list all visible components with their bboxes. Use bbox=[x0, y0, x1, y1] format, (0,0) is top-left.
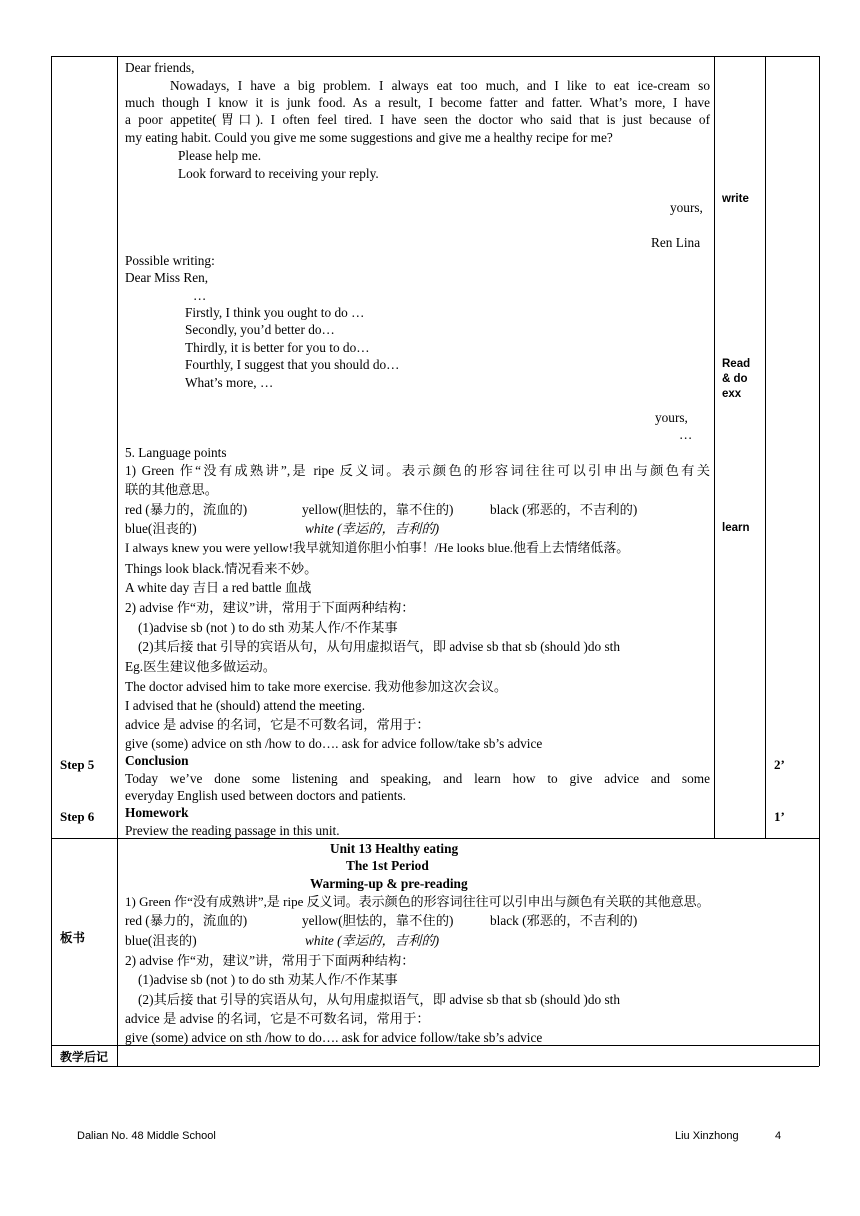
table-bottom-border bbox=[51, 1066, 819, 1067]
language-black: black (邪恶的，不吉利的) bbox=[490, 502, 638, 517]
homework-line-1: Preview the reading passage in this unit. bbox=[125, 823, 340, 838]
footer-page-number: 4 bbox=[775, 1130, 782, 1142]
table-top-border bbox=[51, 56, 819, 57]
possible-yours: yours, bbox=[655, 410, 688, 425]
possible-line-1: Firstly, I think you ought to do … bbox=[185, 305, 365, 320]
step-6-label: Step 6 bbox=[60, 809, 95, 824]
language-example-2: Things look black.情况看来不妙。 bbox=[125, 561, 318, 576]
column-divider-1 bbox=[117, 56, 118, 1066]
language-advise-1: 2) advise 作“劝，建议”讲，常用于下面两种结构： bbox=[125, 600, 415, 615]
activity-learn: learn bbox=[722, 522, 750, 534]
language-advise-2: (1)advise sb (not ) to do sth 劝某人作/不作某事 bbox=[138, 620, 398, 635]
possible-line-3: Thirdly, it is better for you to do… bbox=[185, 340, 370, 355]
time-step-5: 2’ bbox=[774, 757, 785, 772]
language-heading: 5. Language points bbox=[125, 445, 227, 460]
language-white: white (幸运的，吉利的) bbox=[305, 521, 440, 536]
possible-line-4: Fourthly, I suggest that you should do… bbox=[185, 357, 400, 372]
homework-heading: Homework bbox=[125, 805, 189, 820]
possible-dots-2: … bbox=[679, 427, 693, 442]
board-line-2: 2) advise 作“劝，建议”讲，常用于下面两种结构： bbox=[125, 953, 415, 968]
language-advise-6: I advised that he (should) attend the meeting. bbox=[125, 698, 366, 713]
board-white: white (幸运的，吉利的) bbox=[305, 933, 440, 948]
board-blue: blue(沮丧的) bbox=[125, 933, 197, 948]
language-advise-8: give (some) advice on sth /how to do…. ask for advice follow/take sb’s advice bbox=[125, 736, 543, 751]
board-line-5: advice 是 advise 的名词，它是不可数名词，常用于： bbox=[125, 1011, 430, 1026]
possible-line-2: Secondly, you’d better do… bbox=[185, 322, 335, 337]
possible-greeting: Dear Miss Ren, bbox=[125, 270, 209, 285]
board-title-3: Warming-up & pre-reading bbox=[310, 876, 468, 891]
board-title-1: Unit 13 Healthy eating bbox=[330, 841, 459, 856]
language-advise-5: The doctor advised him to take more exercise. 我劝他参加这次会议。 bbox=[125, 679, 508, 694]
language-example-1: I always knew you were yellow!我早就知道你胆小怕事！/He looks blue.他看上去情绪低落。 bbox=[125, 541, 630, 555]
possible-line-5: What’s more, … bbox=[185, 375, 274, 390]
board-line-4: (2)其后接 that 引导的宾语从句，从句用虚拟语气，即 advise sb that sb (should )do sth bbox=[138, 992, 620, 1007]
language-blue: blue(沮丧的) bbox=[125, 521, 197, 536]
table-right-border bbox=[819, 56, 820, 1066]
conclusion-heading: Conclusion bbox=[125, 753, 189, 768]
footer-school: Dalian No. 48 Middle School bbox=[77, 1130, 216, 1142]
language-advise-4: Eg.医生建议他多做运动。 bbox=[125, 659, 277, 674]
language-green-1: 1) Green 作“没有成熟讲”,是 ripe 反义词。表示颜色的形容词往往可以引申出与颜色有关 bbox=[125, 463, 710, 478]
letter-greeting: Dear friends, bbox=[125, 60, 195, 75]
conclusion-line-2: everyday English used between doctors and patients. bbox=[125, 788, 407, 803]
board-label: 板书 bbox=[60, 930, 86, 945]
letter-help: Please help me. bbox=[178, 148, 262, 163]
table-left-border bbox=[51, 56, 52, 1066]
language-red: red (暴力的，流血的) bbox=[125, 502, 248, 517]
letter-line-1: Nowadays, I have a big problem. I always eat too much, and I like to eat ice-cream so bbox=[170, 78, 710, 93]
board-title-2: The 1st Period bbox=[346, 858, 429, 873]
column-divider-2 bbox=[714, 56, 715, 838]
language-green-2: 联的其他意思。 bbox=[125, 482, 219, 497]
board-line-6: give (some) advice on sth /how to do…. ask for advice follow/take sb’s advice bbox=[125, 1030, 543, 1045]
letter-line-3: a poor appetite(胃口). I often feel tired. I have seen the doctor who said that is just because of bbox=[125, 112, 710, 127]
board-yellow: yellow(胆怯的，靠不住的) bbox=[302, 913, 454, 928]
possible-heading: Possible writing: bbox=[125, 253, 215, 268]
activity-read: Read bbox=[722, 358, 751, 370]
board-line-1: 1) Green 作“没有成熟讲”,是 ripe 反义词。表示颜色的形容词往往可以引申出与颜色有关联的其他意思。 bbox=[125, 894, 710, 909]
activity-and-do: & do bbox=[722, 373, 748, 385]
time-step-6: 1’ bbox=[774, 809, 785, 824]
language-yellow: yellow(胆怯的，靠不住的) bbox=[302, 502, 454, 517]
step-5-label: Step 5 bbox=[60, 757, 95, 772]
footer-author: Liu Xinzhong bbox=[675, 1130, 739, 1142]
board-black: black (邪恶的，不吉利的) bbox=[490, 913, 638, 928]
letter-line-2: much though I know it is junk food. As a result, I become fatter and fatter. What’s more, I have bbox=[125, 95, 710, 110]
possible-dots: … bbox=[193, 288, 207, 303]
language-advise-7: advice 是 advise 的名词，它是不可数名词，常用于： bbox=[125, 717, 430, 732]
letter-yours: yours, bbox=[670, 200, 703, 215]
teaching-notes-label: 教学后记 bbox=[60, 1050, 109, 1064]
conclusion-line-1: Today we’ve done some listening and speaking, and learn how to give advice and some bbox=[125, 771, 710, 786]
activity-write: write bbox=[722, 193, 749, 205]
activity-exx: exx bbox=[722, 388, 742, 400]
language-example-3: A white day 吉日 a red battle 血战 bbox=[125, 580, 312, 595]
board-line-3: (1)advise sb (not ) to do sth 劝某人作/不作某事 bbox=[138, 972, 398, 987]
board-red: red (暴力的，流血的) bbox=[125, 913, 248, 928]
letter-forward: Look forward to receiving your reply. bbox=[178, 166, 379, 181]
letter-signature: Ren Lina bbox=[651, 235, 701, 250]
language-advise-3: (2)其后接 that 引导的宾语从句，从句用虚拟语气，即 advise sb that sb (should )do sth bbox=[138, 639, 620, 654]
column-divider-3 bbox=[765, 56, 766, 838]
letter-line-4: my eating habit. Could you give me some suggestions and give me a healthy recipe for me? bbox=[125, 130, 613, 145]
